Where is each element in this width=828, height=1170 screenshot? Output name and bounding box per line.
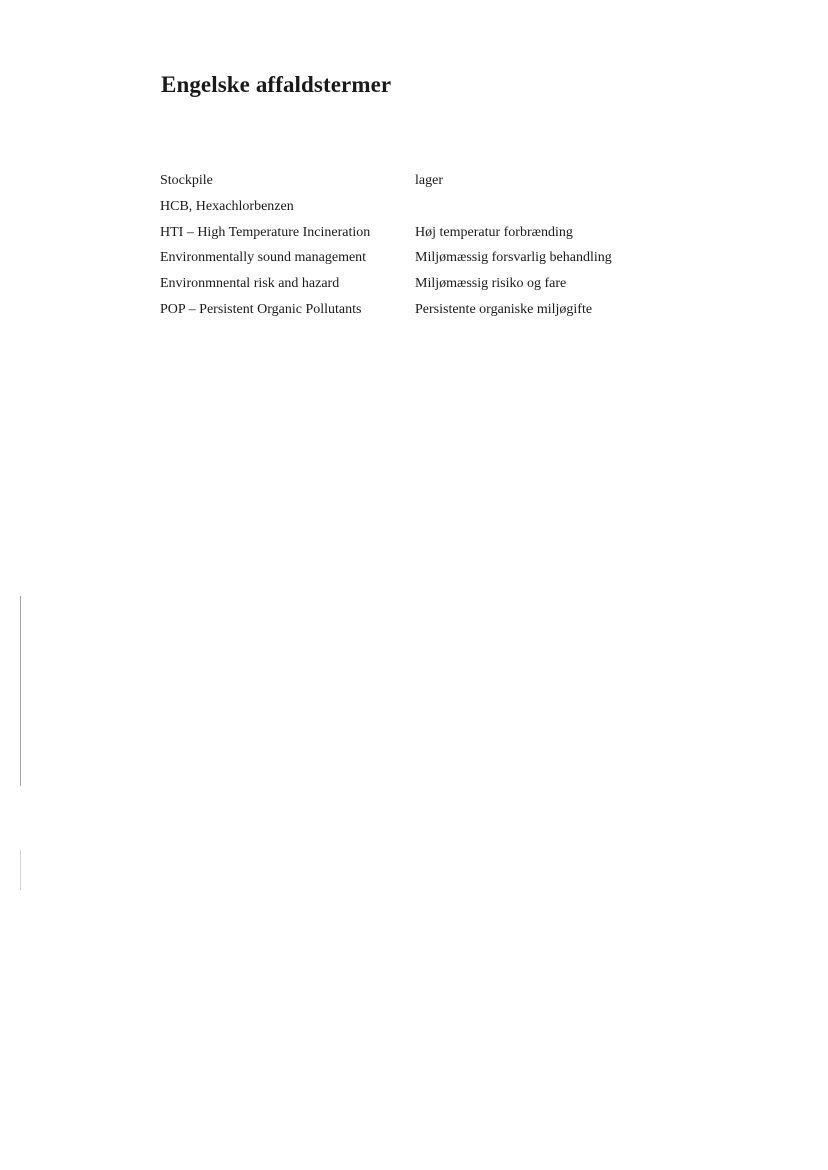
term-english: HCB, Hexachlorbenzen — [160, 198, 294, 214]
term-row — [160, 271, 640, 297]
term-danish: Miljømæssig risiko og fare — [415, 276, 567, 292]
term-english: Environmentally sound management — [160, 250, 367, 266]
term-row — [160, 194, 640, 220]
term-danish: Persistente organiske miljøgifte — [415, 301, 593, 317]
term-row — [160, 245, 640, 271]
term-list — [160, 168, 640, 323]
term-danish: Høj temperatur forbrænding — [415, 224, 573, 240]
scan-artifact — [20, 596, 21, 786]
term-danish: Miljømæssig forsvarlig behandling — [415, 250, 612, 266]
term-row — [160, 220, 640, 246]
term-english: HTI – High Temperature Incineration — [160, 224, 371, 240]
term-row — [160, 168, 640, 194]
term-english: POP – Persistent Organic Pollutants — [160, 301, 362, 317]
term-danish: lager — [415, 173, 443, 188]
page-title: Engelske affaldstermer — [161, 72, 392, 97]
scan-artifact — [20, 850, 21, 890]
term-english: Environmnental risk and hazard — [160, 276, 340, 292]
term-row — [160, 297, 640, 323]
term-english: Stockpile — [160, 173, 213, 188]
